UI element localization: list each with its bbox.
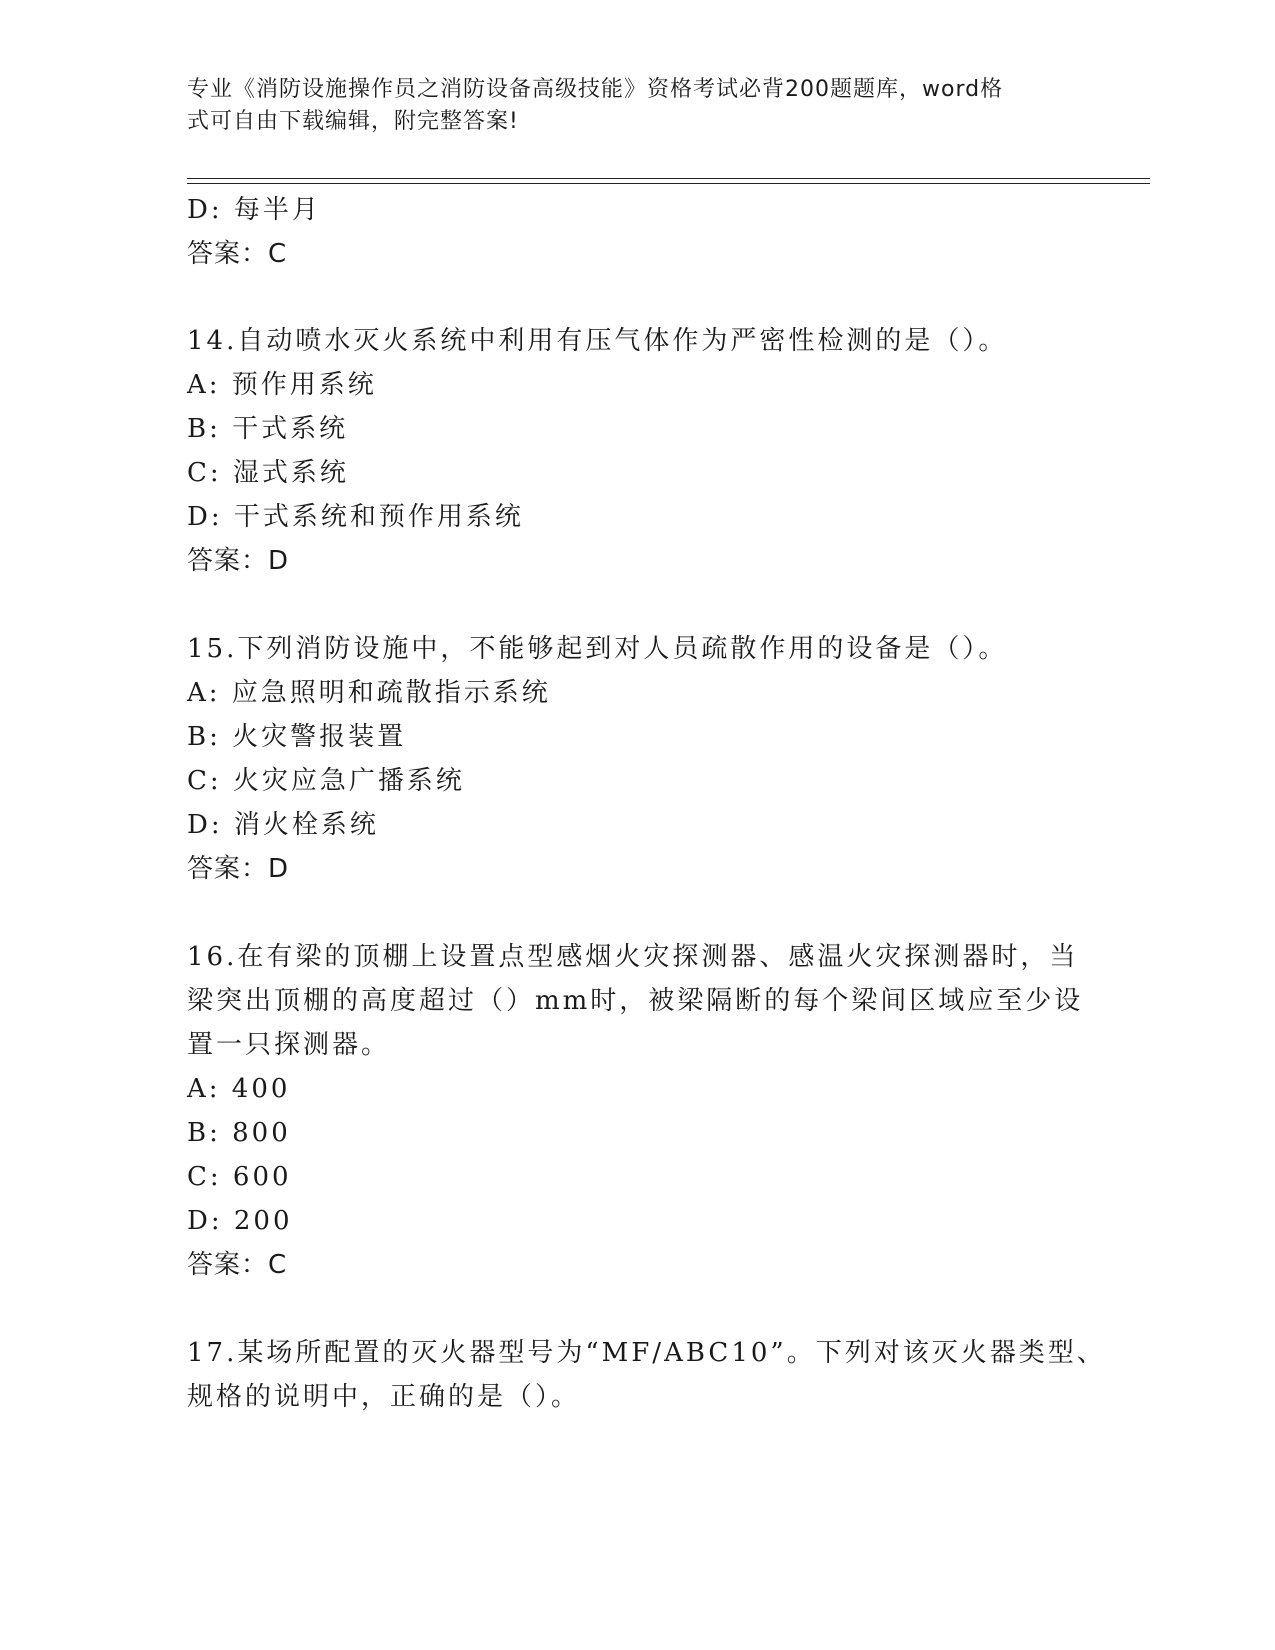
q16-option-a: A: 400 xyxy=(187,1074,291,1104)
q14-option-d: D: 干式系统和预作用系统 xyxy=(187,502,524,532)
prev-option-d: D: 每半月 xyxy=(187,195,321,225)
q14-option-c: C: 湿式系统 xyxy=(187,458,349,488)
q15-option-d: D: 消火栓系统 xyxy=(187,810,379,840)
q16-option-d: D: 200 xyxy=(187,1206,293,1236)
q17-stem-line-1: 17.某场所配置的灭火器型号为“MF/ABC10”。下列对该灭火器类型、 xyxy=(187,1338,1106,1368)
q16-option-c: C: 600 xyxy=(187,1162,292,1192)
q16-stem-line-2: 梁突出顶棚的高度超过（）mm时，被梁隔断的每个梁间区域应至少设 xyxy=(187,986,1084,1016)
q15-option-b: B: 火灾警报装置 xyxy=(187,722,407,752)
header-divider-bottom xyxy=(187,183,1150,184)
header-line-2: 式可自由下载编辑，附完整答案! xyxy=(187,109,519,134)
q15-option-a: A: 应急照明和疏散指示系统 xyxy=(187,678,551,708)
q16-stem-line-1: 16.在有梁的顶棚上设置点型感烟火灾探测器、感温火灾探测器时，当 xyxy=(187,942,1079,972)
q15-stem: 15.下列消防设施中，不能够起到对人员疏散作用的设备是（）。 xyxy=(187,634,1008,664)
prev-answer: 答案：C xyxy=(187,239,288,269)
q14-option-a: A: 预作用系统 xyxy=(187,370,377,400)
header-line-1: 专业《消防设施操作员之消防设备高级技能》资格考试必背200题题库，word格 xyxy=(187,77,1004,102)
q14-option-b: B: 干式系统 xyxy=(187,414,349,444)
q14-answer: 答案：D xyxy=(187,546,290,576)
q17-stem-line-2: 规格的说明中，正确的是（）。 xyxy=(187,1382,581,1412)
q14-stem: 14.自动喷水灭火系统中利用有压气体作为严密性检测的是（）。 xyxy=(187,326,1008,356)
q16-answer: 答案：C xyxy=(187,1250,288,1280)
q15-answer: 答案：D xyxy=(187,854,290,884)
document-header xyxy=(187,74,1067,138)
q15-option-c: C: 火灾应急广播系统 xyxy=(187,766,465,796)
q16-option-b: B: 800 xyxy=(187,1118,291,1148)
q16-stem-line-3: 置一只探测器。 xyxy=(187,1030,391,1060)
header-divider-top xyxy=(187,178,1150,179)
